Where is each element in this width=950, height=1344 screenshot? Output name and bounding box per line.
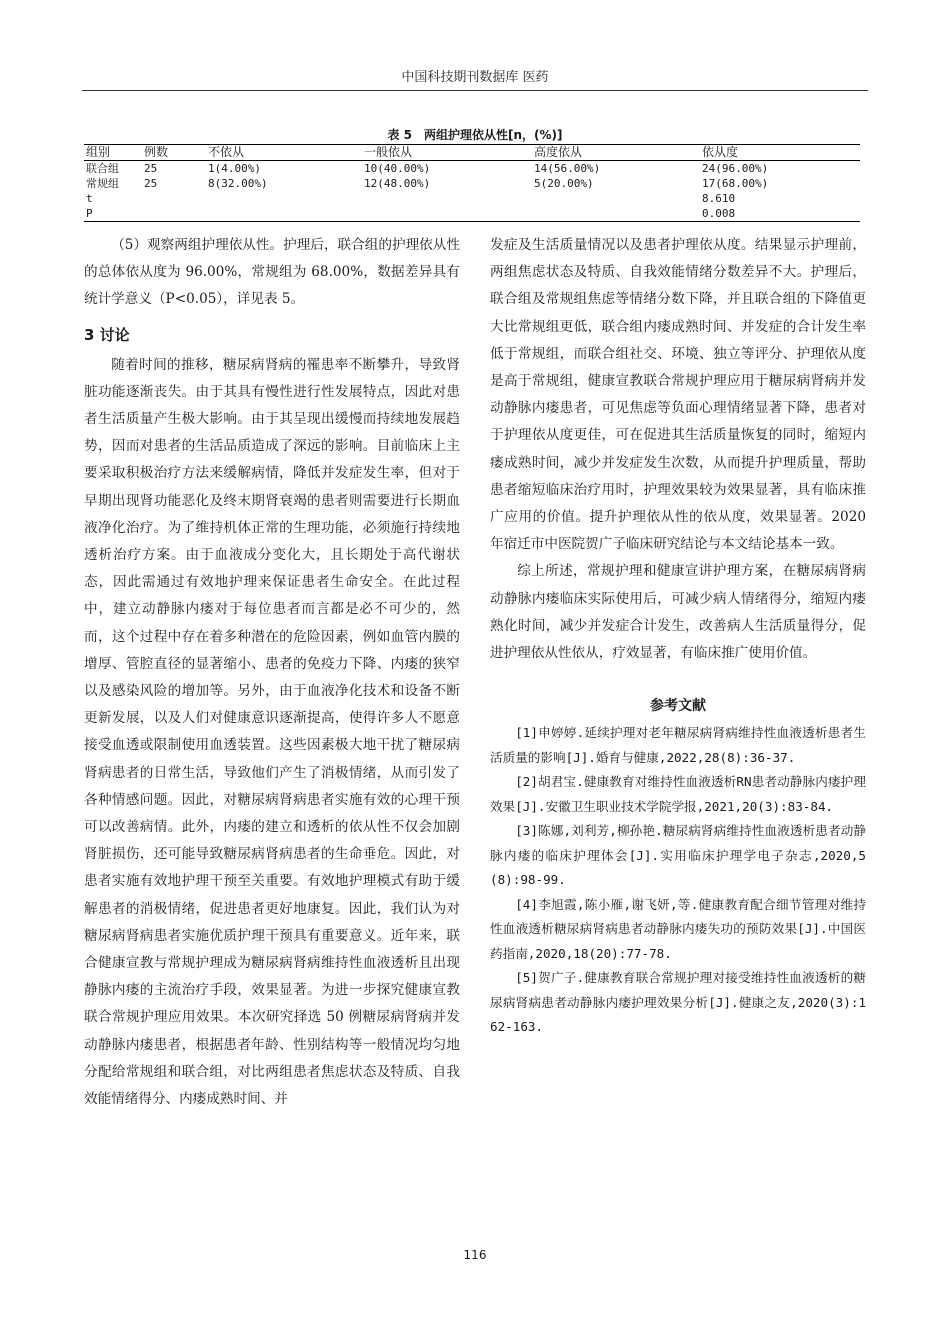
reference-item: [5]贺广子.健康教育联合常规护理对接受维持性血液透析的糖尿病肾病患者动静脉内瘘护理效果分析[J].健康之友,2020(3):162-163.	[490, 970, 866, 1035]
table-cell	[142, 206, 206, 222]
discussion-paragraph: 随着时间的推移，糖尿病肾病的罹患率不断攀升，导致肾脏功能逐渐丧失。由于其具有慢性进行性发展特点，因此对患者生活质量产生极大影响。由于其呈现出缓慢而持续地发展趋势，因而对患者的生活品质造成了深远的影响。目前临床上主要采取积极治疗方法来缓解病情，降低并发症发生率，但对于早期出现肾功能恶化及终末期肾衰竭的患者则需要进行长期血液净化治疗。为了维持机体正常的生理功能，必须施行持续地透析治疗方案。由于血液成分变化大，且长期处于高代谢状态，因此需通过有效地护理来保证患者生命安全。在此过程中，建立动静脉内瘘对于每位患者而言都是必不可少的，然而，这个过程中存在着多种潜在的危险因素，例如血管内膜的增厚、管腔直径的显著缩小、患者的免疫力下降、内瘘的狭窄以及感染风险的增加等。另外，由于血液净化技术和设备不断更新发展，以及人们对健康意识逐渐提高，使得许多人不愿意接受血透或限制使用血透装置。这些因素极大地干扰了糖尿病肾病患者的日常生活，导致他们产生了消极情绪，从而引发了各种情感问题。因此，对糖尿病肾病患者实施有效的心理干预可以改善病情。此外，内瘘的建立和透析的依从性不仅会加剧肾脏损伤，还可能导致糖尿病肾病患者的生命垂危。因此，对患者实施有效地护理干预至关重要。有效地护理模式有助于缓解患者的消极情绪，促进患者更好地康复。因此，我们认为对糖尿病肾病患者实施优质护理干预具有重要意义。近年来，联合健康宣教与常规护理成为糖尿病肾病维持性血液透析且出现静脉内瘘的主流治疗手段，效果显著。为进一步探究健康宣教联合常规护理应用效果。本次研究择选 50 例糖尿病肾病并发动静脉内瘘患者，根据患者年龄、性别结构等一般情况均匀地分配给常规组和联合组，对比两组患者焦虑状态及特质、自我效能情绪得分、内瘘成熟时间、并	[84, 356, 460, 1108]
table-cell	[362, 191, 532, 206]
table-cell: 10(40.00%)	[364, 162, 431, 175]
table-cell: 5(20.00%)	[534, 177, 594, 190]
table-cell: 常规组	[86, 177, 119, 190]
col-header-group: 组别	[86, 145, 111, 159]
table-cell: 1(4.00%)	[208, 162, 261, 175]
table-cell: 17(68.00%)	[702, 177, 769, 190]
left-column	[84, 232, 460, 1113]
reference-item: [4]李旭霞,陈小雁,谢飞妍,等.健康教育配合细节管理对维持性血液透析糖尿病肾病患者动静脉内瘘失功的预防效果[J].中国医药指南,2020,18(20):77-78.	[490, 896, 866, 961]
table-cell	[532, 206, 700, 222]
table-cell: 25	[144, 162, 158, 175]
table-cell: 8(32.00%)	[208, 177, 268, 190]
conclusion-paragraph: 综上所述，常规护理和健康宣讲护理方案，在糖尿病肾病动静脉内瘘临床实际使用后，可减少病人情绪得分，缩短内瘘熟化时间，减少并发症合计发生，改善病人生活质量得分，促进护理依从性依从，疗效显著，有临床推广使用价值。	[490, 563, 866, 662]
table-cell: 0.008	[702, 207, 736, 220]
table-cell: 12(48.00%)	[364, 177, 431, 190]
table-cell	[362, 206, 532, 222]
compliance-table	[84, 144, 860, 222]
reference-item: [3]陈娜,刘利芳,柳孙艳.糖尿病肾病维持性血液透析患者动静脉内瘘的临床护理体会[J].实用临床护理学电子杂志,2020,5(8):98-99.	[490, 823, 866, 888]
reference-item: [1]申婷婷.延续护理对老年糖尿病肾病维持性血液透析患者生活质量的影响[J].婚育与健康,2022,28(8):36-37.	[490, 725, 866, 765]
table-cell	[206, 191, 362, 206]
discussion-continued-paragraph: 发症及生活质量情况以及患者护理依从度。结果显示护理前，两组焦虑状态及特质、自我效能情绪分数差异不大。护理后，联合组及常规组焦虑等情绪分数下降，并且联合组的下降值更大比常规组更低，联合组内瘘成熟时间、并发症的合计发生率低于常规组，而联合组社交、环境、独立等评分、护理依从度是高于常规组，健康宣教联合常规护理应用于糖尿病肾病并发动静脉内瘘患者，可见焦虑等负面心理情绪显著下降，患者对于护理依从度更佳，可在促进其生活质量恢复的同时，缩短内瘘成熟时间，减少并发症发生次数，从而提升护理质量，帮助患者缩短临床治疗用时，护理效果较为效果显著，具有临床推广应用的价值。提升护理依从性的依从度，效果显著。2020 年宿迁市中医院贺广子临床研究结论与本文结论基本一致。	[490, 237, 866, 553]
table-cell: t	[86, 192, 93, 205]
table-cell	[206, 206, 362, 222]
reference-item: [2]胡君宝.健康教育对维持性血液透析RN患者动静脉内瘘护理效果[J].安徽卫生职业技术学院学报,2021,20(3):83-84.	[490, 774, 866, 814]
table-header-row	[84, 145, 860, 161]
table-cell: 24(96.00%)	[702, 162, 769, 175]
table-row	[84, 161, 860, 177]
table-row	[84, 206, 860, 222]
col-header-count: 例数	[144, 145, 169, 159]
table-cell	[142, 191, 206, 206]
col-header-general: 一般依从	[364, 145, 413, 159]
table-cell: 25	[144, 177, 158, 190]
header-rule	[82, 90, 868, 91]
table-cell: 8.610	[702, 192, 736, 205]
table-cell	[532, 191, 700, 206]
table-row	[84, 176, 860, 191]
col-header-rate: 依从度	[702, 145, 739, 159]
table-row	[84, 191, 860, 206]
references-title: 参考文献	[650, 698, 706, 715]
results-paragraph: （5）观察两组护理依从性。护理后，联合组的护理依从性的总体依从度为 96.00%，常规组为 68.00%，数据差异具有统计学意义（P<0.05），详见表 5。	[84, 237, 460, 308]
col-header-high: 高度依从	[534, 145, 583, 159]
col-header-noncompliant: 不依从	[208, 145, 245, 159]
table-caption: 表 5 两组护理依从性[n，(%)]	[387, 128, 563, 142]
section-title-discussion: 3 讨论	[84, 325, 130, 344]
running-header: 中国科技期刊数据库 医药	[401, 70, 549, 85]
right-column	[490, 232, 866, 1040]
table-cell: 联合组	[86, 162, 119, 175]
table-cell: P	[86, 207, 93, 220]
table-cell: 14(56.00%)	[534, 162, 601, 175]
page-number: 116	[463, 1248, 487, 1262]
